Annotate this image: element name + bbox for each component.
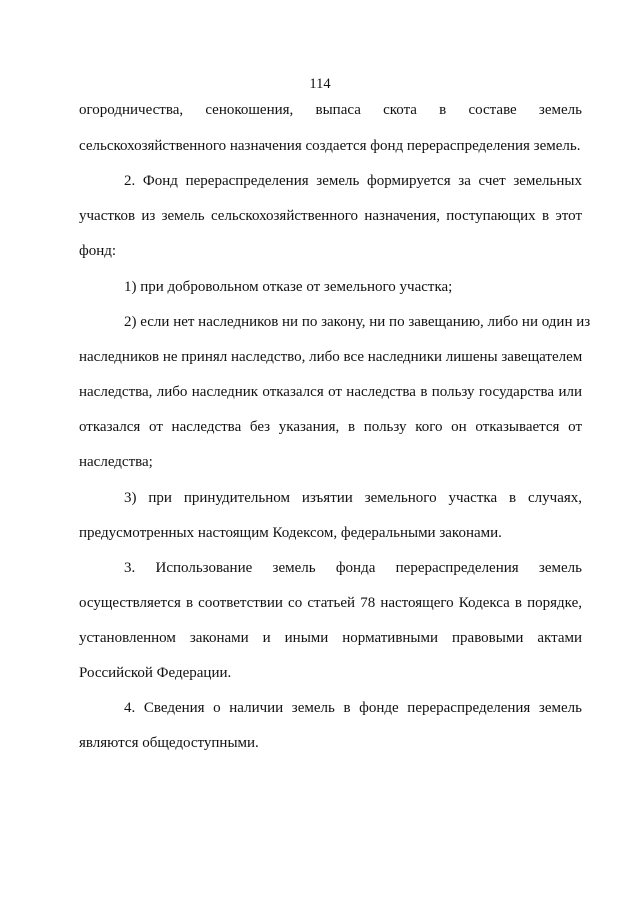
- text-line: наследников не принял наследство, либо все наследники лишены завещателем: [79, 349, 583, 365]
- text-line: наследства;: [79, 454, 153, 470]
- text-line: отказался от наследства без указания, в пользу кого он отказывается от: [79, 419, 582, 435]
- text-line: предусмотренных настоящим Кодексом, федеральными законами.: [79, 525, 502, 541]
- text-line: участков из земель сельскохозяйственного назначения, поступающих в этот: [79, 208, 582, 224]
- text-line: сельскохозяйственного назначения создается фонд перераспределения земель.: [79, 138, 581, 154]
- page-number: 114: [309, 76, 331, 92]
- text-line: осуществляется в соответствии со статьей 78 настоящего Кодекса в порядке,: [79, 595, 582, 611]
- text-line: 4. Сведения о наличии земель в фонде перераспределения земель: [124, 700, 582, 716]
- text-line: Российской Федерации.: [79, 665, 232, 681]
- text-line: 3. Использование земель фонда перераспределения земель: [124, 560, 582, 576]
- text-line: являются общедоступными.: [79, 735, 259, 751]
- text-line: 2. Фонд перераспределения земель формируется за счет земельных: [124, 173, 582, 189]
- text-line: установленном законами и иными нормативными правовыми актами: [79, 630, 582, 646]
- text-line: 3) при принудительном изъятии земельного участка в случаях,: [124, 490, 582, 506]
- text-line: 2) если нет наследников ни по закону, ни по завещанию, либо ни один из: [124, 314, 591, 330]
- text-line: 1) при добровольном отказе от земельного участка;: [124, 279, 453, 295]
- text-line: наследства, либо наследник отказался от наследства в пользу государства или: [79, 384, 582, 400]
- text-line: фонд:: [79, 243, 117, 259]
- text-line: огородничества, сенокошения, выпаса скота в составе земель: [79, 102, 582, 118]
